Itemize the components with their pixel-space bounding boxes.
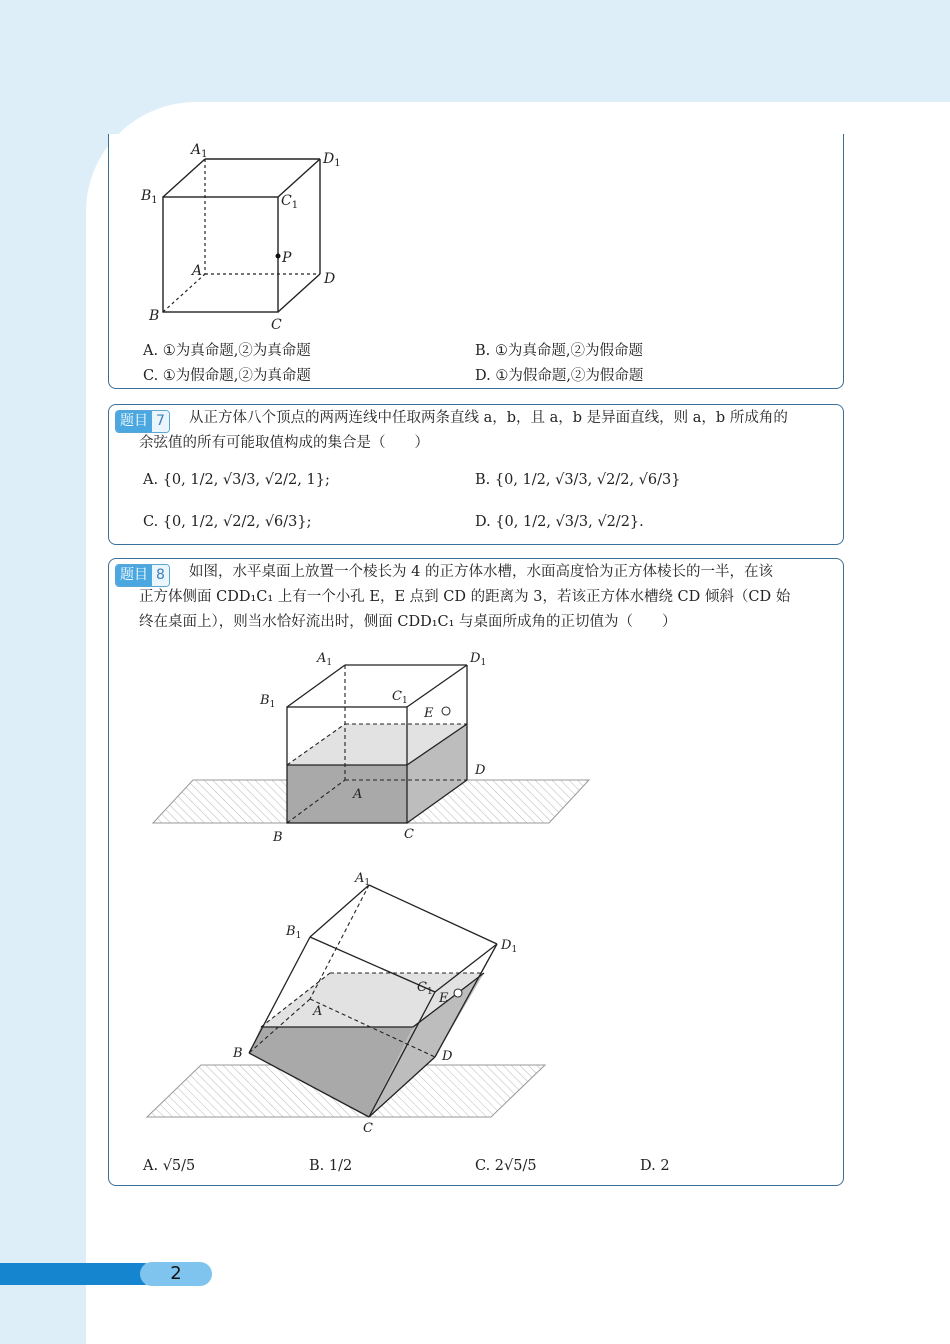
q8-tag-label: 题目 (116, 565, 152, 586)
svg-text:D: D (324, 271, 336, 287)
svg-text:C1: $C_1$ (392, 689, 408, 706)
point-p (276, 254, 281, 259)
q8-text-line1: 如图，水平桌面上放置一个棱长为 4 的正方体水槽，水面高度恰为正方体棱长的一半，在该 (189, 564, 773, 580)
q7-option-d: D. {0, 1/2, √3/3, √2/2}. (475, 514, 644, 530)
svg-text:D1: $D_1$ (323, 151, 341, 169)
q8-text-line2: 正方体侧面 CDD₁C₁ 上有一个小孔 E，E 点到 CD 的距离为 3，若该正方体水槽绕 CD 倾斜（CD 始 (139, 589, 791, 605)
q6-option-c: C. ①为假命题,②为真命题 (143, 368, 311, 384)
svg-text:C1: $C_1$ (417, 980, 433, 997)
q6-option-d: D. ①为假命题,②为假命题 (475, 368, 644, 384)
q8-option-d: D. 2 (640, 1158, 670, 1174)
question-8-box (108, 558, 844, 1186)
q7-option-b: B. {0, 1/2, √3/3, √2/2, √6/3} (475, 472, 681, 488)
q6-option-b: B. ①为真命题,②为假命题 (475, 343, 643, 359)
q8-tag (115, 564, 170, 587)
svg-text:A: A (192, 263, 203, 279)
svg-text:B1: $B_1$ (260, 693, 276, 710)
svg-text:B1: $B_1$ (286, 924, 302, 941)
svg-text:A1: $A_1$ (355, 871, 371, 888)
hole-e-tilted (454, 989, 462, 997)
svg-text:A: A (313, 1004, 323, 1019)
q7-tag (115, 410, 170, 433)
svg-text:D: D (442, 1049, 453, 1064)
q7-number: 7 (152, 411, 169, 432)
q7-option-a: A. {0, 1/2, √3/3, √2/2, 1}; (143, 472, 330, 488)
q7-option-c: C. {0, 1/2, √2/2, √6/3}; (143, 514, 312, 530)
q8-option-c: C. 2√5/5 (475, 1158, 537, 1174)
hole-e-upright (442, 707, 450, 715)
page-number: 2 (170, 1263, 182, 1284)
q8-tilted-cube-figure (143, 867, 603, 1137)
svg-text:B: B (149, 308, 160, 324)
q8-option-b: B. 1/2 (309, 1158, 353, 1174)
header-band (0, 0, 950, 102)
svg-text:P: P (282, 250, 292, 266)
q8-option-a: A. √5/5 (143, 1158, 196, 1174)
q8-upright-cube-figure (147, 647, 607, 847)
svg-text:B: B (273, 830, 283, 845)
q8-number: 8 (152, 565, 169, 586)
q6-cube-figure (131, 140, 371, 340)
left-margin-band (0, 0, 86, 1344)
svg-text:C1: $C_1$ (281, 193, 299, 211)
svg-text:B1: $B_1$ (141, 188, 158, 206)
question-6-box (108, 134, 844, 389)
svg-text:B: B (233, 1046, 243, 1061)
svg-text:E: E (439, 991, 449, 1006)
question-7-box (108, 404, 844, 545)
svg-text:C: C (404, 827, 414, 842)
q7-text-line1: 从正方体八个顶点的两两连线中任取两条直线 a，b，且 a，b 是异面直线，则 a，b 所成角的 (189, 410, 788, 426)
svg-text:C: C (363, 1121, 373, 1136)
page-number-bar (0, 1263, 155, 1285)
q8-text-line3: 终在桌面上），则当水恰好流出时，侧面 CDD₁C₁ 与桌面所成角的正切值为（ ） (139, 614, 677, 630)
q7-text-line2: 余弦值的所有可能取值构成的集合是（ ） (139, 435, 429, 451)
svg-text:C: C (271, 317, 282, 333)
svg-text:A1: $A_1$ (191, 142, 208, 160)
svg-text:D: D (475, 763, 486, 778)
svg-text:D1: $D_1$ (501, 938, 518, 955)
svg-text:A1: $A_1$ (317, 651, 333, 668)
q7-tag-label: 题目 (116, 411, 152, 432)
svg-text:A: A (353, 787, 363, 802)
q6-option-a: A. ①为真命题,②为真命题 (143, 343, 311, 359)
svg-text:D1: $D_1$ (470, 651, 487, 668)
svg-text:E: E (424, 706, 434, 721)
